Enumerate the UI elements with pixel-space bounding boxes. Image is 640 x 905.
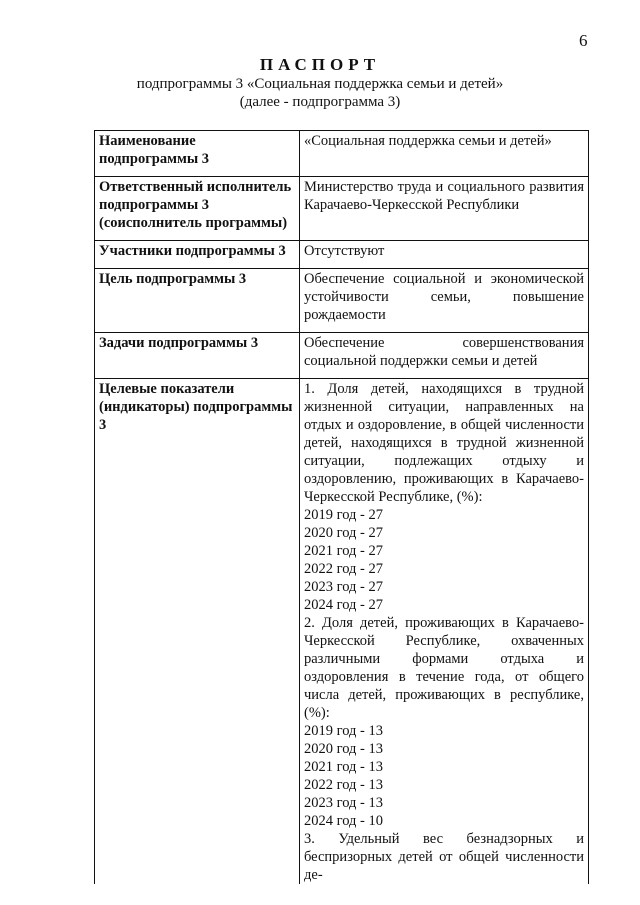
row-participants	[95, 241, 589, 269]
row-value: Министерство труда и социального развития Карачаево-Черкесской Республики	[300, 177, 589, 241]
indicator-1-text: 1. Доля детей, находящихся в трудной жизненной ситуации, направленных на отдых и оздоровление, в общей численности детей, находящихся в трудной жизненной ситуации, подлежащих отдыху и оздоровлению, проживающих в Карачаево-Черкесской Республике, (%):	[304, 381, 584, 505]
document-title: ПАСПОРТ	[259, 55, 381, 74]
subtitle-line-2: (далее - подпрограмма 3)	[239, 94, 401, 110]
indicator-2-year: 2021 год - 13	[304, 759, 383, 775]
row-goal	[95, 269, 589, 333]
indicator-2-year: 2019 год - 13	[304, 723, 383, 739]
row-executor	[95, 177, 589, 241]
row-value: «Социальная поддержка семьи и детей»	[300, 131, 589, 177]
row-value: Отсутствуют	[300, 241, 589, 269]
row-label: Участники подпрограммы 3	[95, 241, 300, 269]
row-label: Наименование подпрограммы 3	[95, 131, 300, 177]
row-value	[300, 379, 589, 885]
row-label: Ответственный исполнитель подпрограммы 3 (соисполнитель программы)	[95, 177, 300, 241]
row-label: Цель подпрограммы 3	[95, 269, 300, 333]
indicator-1-year: 2021 год - 27	[304, 543, 383, 559]
indicator-1-year: 2019 год - 27	[304, 507, 383, 523]
row-name	[95, 131, 589, 177]
indicator-1-year: 2020 год - 27	[304, 525, 383, 541]
row-tasks	[95, 333, 589, 379]
indicator-3-text: 3. Удельный вес безнадзорных и беспризорных детей от общей численности де-	[304, 831, 584, 883]
row-label: Задачи подпрограммы 3	[95, 333, 300, 379]
indicator-1-year: 2022 год - 27	[304, 561, 383, 577]
indicator-2-text: 2. Доля детей, проживающих в Карачаево-Черкесской Республике, охваченных различными формами отдыха и оздоровления в течение года, от общего числа детей, проживающих в республике, (%):	[304, 615, 584, 721]
document-subtitle	[0, 75, 640, 111]
row-value: Обеспечение совершенствования социальной поддержки семьи и детей	[300, 333, 589, 379]
row-label: Целевые показатели (индикаторы) подпрограммы 3	[95, 379, 300, 885]
indicator-2-year: 2022 год - 13	[304, 777, 383, 793]
passport-table	[94, 130, 589, 884]
indicator-2-year: 2024 год - 10	[304, 813, 383, 829]
row-indicators	[95, 379, 589, 885]
page-number: 6	[579, 31, 588, 50]
row-value: Обеспечение социальной и экономической устойчивости семьи, повышение рождаемости	[300, 269, 589, 333]
indicator-2-year: 2023 год - 13	[304, 795, 383, 811]
indicator-1-year: 2024 год - 27	[304, 597, 383, 613]
subtitle-line-1: подпрограммы 3 «Социальная поддержка семьи и детей»	[136, 76, 504, 92]
indicator-1-year: 2023 год - 27	[304, 579, 383, 595]
indicator-2-year: 2020 год - 13	[304, 741, 383, 757]
